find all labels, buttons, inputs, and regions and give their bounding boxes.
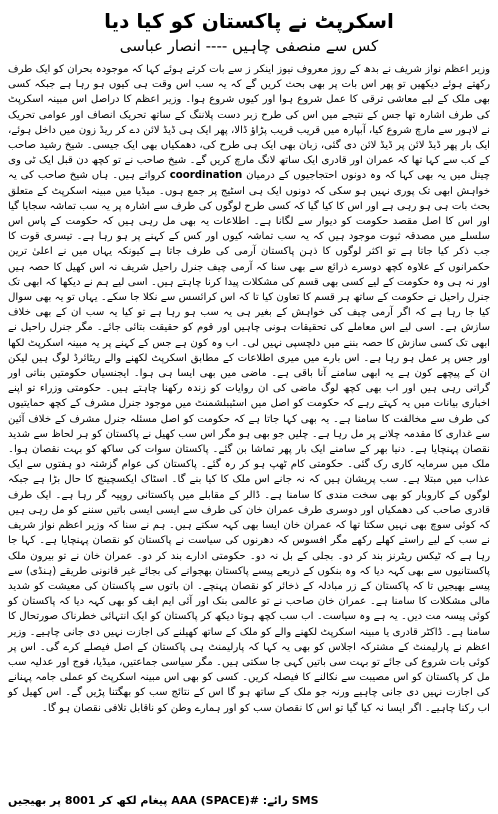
article-body: [8, 62, 490, 716]
article-title: اسکرپٹ نے پاکستان کو کیا دیا: [104, 9, 394, 33]
paragraph-text: کرواتے ہیں۔ ہاں شیخ صاحب کی یہ خواہش ابھی تک پوری نہیں ہو سکی کہ دونوں ایک ہی اسٹیج پر جمع ہوں۔ میڈیا میں مبینہ اسکرپٹ کے متعلق بحث بات ہی ہو رہی ہے اور اس کا کیا گیا کہ کسی طرح لوگوں کی طرف سے اشارہ پر یہ سب تماشہ سجایا گیا اور اس کا اصل مقصد حکومت کو دیوار سے لگانا ہے۔ اطلاعات یہ بھی مل رہی ہیں کہ حکومت کے پاس اس سلسلے میں مصدقہ ثبوت موجود ہیں کہ یہ سب تماشہ کیوں اور کس کے کہنے پر ہو رہا ہے۔ تیسری قوت کا جب ذکر کیا جاتا ہے تو اکثر لوگوں کا ذہن پاکستان آرمی کی طرف جاتا ہے کیونکہ یہاں میں نے اعلیٰ ترین حکمرانوں کے علاوہ کچھ دوسرے ذرائع سے بھی سنا کہ آرمی چیف جنرل راحیل شریف نہ اس کھیل کا حصہ ہیں اور نہ ہی وہ حکومت کے لیے کسی بھی قسم کی مشکلات پیدا کرنا چاہتے ہیں۔ اسی لیے ہم نے دیکھا کہ ابھی تک جنرل راحیل نے حکومت کے ساتھ ہر قسم کا تعاون کیا تا کہ اس کرائسس سے نکلا جا سکے۔ یہاں تو یہ بھی سوال کیا جا رہا ہے کہ اگر آرمی چیف کی خواہش کے بغیر ہی یہ سب ہو رہا ہے تو کیا یہ سب ان کے بھی خلاف سازش ہے۔ اسی لیے اس معاملے کی تحقیقات ہونی چاہیں اور قوم کو حقیقت بتائی جائے۔ مگر جنرل راحیل نے ابھی تک کسی سازش کا حصہ بننے میں دلچسپی نہیں لی۔ اب وہ کون ہے جس کے کہنے پر یہ مبینہ اسکرپٹ لکھا اور جس پر عمل ہو رہا ہے۔ اس بارے میں میری اطلاعات کے مطابق اسکرپٹ لکھنے والے ریٹائرڈ لوگ ہیں لیکن ان کے پیچھے کون ہے یہ ابھی سامنے آنا باقی ہے۔ ماضی میں بھی ایسا ہی ہوا۔ ایجنسیاں حکومتیں بناتی اور گراتی رہی ہیں اور اب بھی کچھ لوگ ماضی کی ان روایات کو زندہ رکھنا چاہتے ہیں۔ حکومتی وزراء تو اپنے اخباری بیانات میں یہ کہتے رہے کہ حکومت کو اصل میں اسٹیبلشمنٹ میں موجود جنرل مشرف کے کچھ حمایتیوں کی طرف سے مخالفت کا سامنا ہے۔ یہ بھی کہا جاتا ہے کہ حکومت کو اصل مسئلہ جنرل مشرف کے خلاف آئین سے غداری کا مقدمہ چلانے پر مل رہا ہے۔ چلیں جو بھی ہو مگر اس سب کھیل نے پاکستان کو ہر لحاظ سے شدید نقصان پہنچایا ہے۔ دنیا بھر کے سامنے ایک بار پھر تماشا بن گئے۔ پاکستان سوات کی ساکھ کو بہت نقصان ہوا۔ ملک میں سرمایہ کاری رک گئی۔ حکومتی کام ٹھپ ہو کر رہ گئے۔ پاکستان کی عوام گزشتہ دو ہفتوں سے ایک عذاب میں مبتلا ہے۔ سب پریشان ہیں کہ نہ جانے اس ملک کا کیا بنے گا۔ اسٹاک ایکسچینج کا حال بڑا ہے جبکہ لوگوں کے کاروبار کو بھی سخت مندی کا سامنا ہے۔ ڈالر کے مقابلے میں پاکستانی روپیہ گر رہا ہے۔ ایک طرف قادری صاحب کی دھمکیاں اور دوسری طرف عمران خان کی طرف سے ایسی ایسی باتیں سننے کو مل رہی ہیں کہ کوئی سوچ بھی نہیں سکتا تھا کہ عمران خان ایسا بھی کہہ سکتے ہیں۔ ہم نے سنا کہ وزیر اعظم نواز شریف نے سب کے لیے راستے کھلے رکھے مگر افسوس کہ دھرنوں کی سیاست نے پاکستان کو نقصان پہنچایا ہے۔ کہا جا رہا ہے کہ ٹیکس ریٹرنز بند کر دو۔ بجلی کے بل نہ دو۔ حکومتی ادارے بند کر دو۔ عمران خان نے تو بیرون ملک پاکستانیوں سے بھی کہہ دیا کہ وہ بنکوں کے ذریعے پیسے پاکستان بھجوانے کی بجائے غیر قانونی طریقے (ہنڈی) سے پیسے بھیجیں تا کہ پاکستان کے زر مبادلہ کے ذخائر کو نقصان پہنچے۔ ان باتوں سے پاکستان کی معیشت کو شدید مالی مشکلات کا سامنا ہے۔ عمران خان صاحب نے تو عالمی بنک اور آئی ایم ایف کو بھی کہہ دیا کہ پاکستان کو کوئی پیسہ مت دیں۔ یہ ہے وہ سیاست۔ اب سب کچھ ہوتا دیکھ کر پاکستان کو ایک انتہائی خطرناک صورتحال کا سامنا ہے۔ ڈاکٹر قادری یا مبینہ اسکرپٹ لکھنے والے کو ملک کے ساتھ کھیلنے کی اجازت نہیں دی جانی چاہیے۔ وزیر اعظم نے پارلیمنٹ کے مشترکہ اجلاس کو بھی یہ کہا کہ پارلیمنٹ ہی پاکستان کے اصل فیصلے کرے گی۔ اس پر کوئی بات شروع کی جائے تو بہت سی باتیں کہی جا سکتی ہیں۔ مگر سیاسی جماعتیں، میڈیا، فوج اور عدلیہ سب مل کر پاکستان کو اس مصیبت سے نکالنے کا فیصلہ کریں۔ کسی کو بھی اس مبینہ اسکرپٹ کو عملی جامہ پہنانے کی اجازت نہیں دی جانی چاہیے ورنہ جو ملک کے ساتھ ہو گا اس کے نتائج سب کو بھگتنا پڑیں گے۔ اس کھیل کو اب رکنا چاہیے۔ اگر ایسا نہ کیا گیا تو اس کا نقصان سب کو اور ہمارے وطن کو ناقابل تلافی نقصان ہو گا۔: [8, 170, 490, 714]
paragraph-text: وزیر اعظم نواز شریف نے بدھ کے روز معروف نیوز اینکر ز سے بات کرتے ہوئے کہا کہ موجودہ بحران کو ایک طرف رکھتے ہوئے دیکھیں تو پھر اس بات پر بھی بحث کریں گے کہ یہ سب اس وقت ہی کیوں ہو رہا ہے جبکہ کسی بھی ملک کے لیے معاشی ترقی کا عمل شروع ہوا اور کیوں شروع ہوا۔ وزیر اعظم کا دراصل اس مبینہ اسکرپٹ کی طرف اشارہ تھا جس کے نتیجے میں اس کی طرح زبر دست پلاننگ کے ساتھ تحریک انصاف اور عوامی تحریک نے لاہور سے مارچ شروع کیا، آبپارہ میں قریب قریب پڑاؤ ڈالا، پھر ایک ہی ڈیڈ لائن دے کر ریڈ زون میں داخل ہوئے، ایک بار پھر ڈیڈ لائن پر ڈیڈ لائن دی گئی، زبان بھی ایک ہی طرح کی، دھمکیاں بھی ایک جیسی۔ شیخ رشید صاحب کے کب سے کہا تھا کہ عمران اور قادری ایک ساتھ لانگ مارچ کریں گے۔ شیخ صاحب نے تو کچھ دن قبل ایک ٹی وی چینل میں یہ بھی کہا کہ وہ دونوں احتجاجیوں کے درمیان: [8, 64, 490, 182]
article-byline: کس سے منصفی چاہیں ---- انصار عباسی: [119, 37, 379, 55]
article-paragraph: [8, 62, 490, 716]
sms-feedback-footer: SMS رائے: #AAA (SPACE) پیغام لکھ کر 8001 پر بھیجیں: [8, 794, 319, 807]
english-term: coordination: [169, 170, 243, 182]
